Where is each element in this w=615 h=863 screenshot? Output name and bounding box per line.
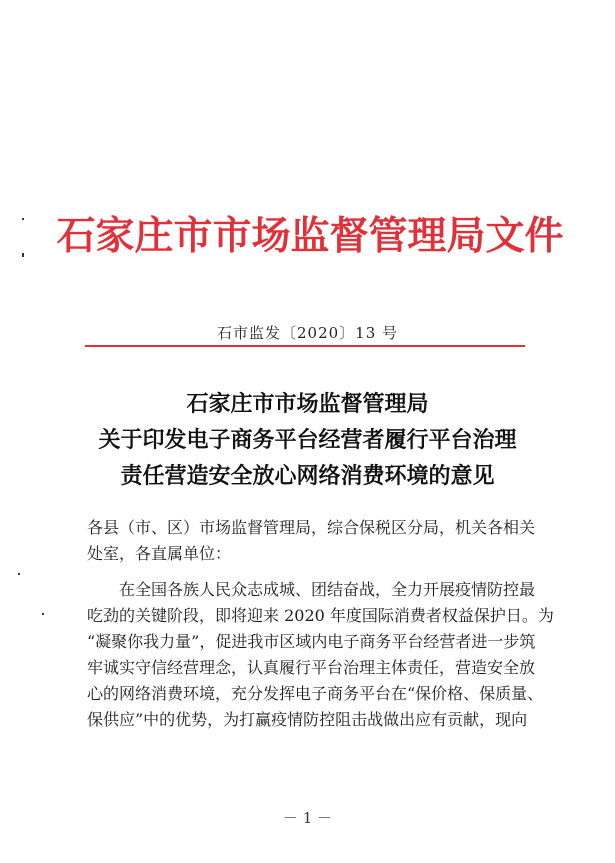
document-number: 石市监发〔2020〕13 号 xyxy=(216,324,399,342)
paragraph-line: 心的网络消费环境，充分发挥电子商务平台在“保价格、保质量、 xyxy=(87,684,544,703)
document-title-line-3: 责任营造安全放心网络消费环境的意见 xyxy=(120,463,495,489)
document-title-line-1: 石家庄市市场监督管理局 xyxy=(186,391,429,417)
addressee-line: 处室，各直属单位： xyxy=(87,544,232,563)
paragraph-line: 牢诚实守信经营理念，认真履行平台治理主体责任，营造安全放 xyxy=(87,658,536,677)
paragraph-line: 吃劲的关键阶段，即将迎来 2020 年度国际消费者权益保护日。为 xyxy=(87,606,554,625)
scan-mark xyxy=(42,613,44,615)
paragraph-line: 在全国各族人民众志成城、团结奋战，全力开展疫情防控最 xyxy=(119,580,536,599)
scan-mark xyxy=(22,218,24,220)
paragraph-line: 保供应”中的优势，为打赢疫情防控阻击战做出应有贡献，现向 xyxy=(87,710,528,729)
paragraph-line: “凝聚你我力量”，促进我市区域内电子商务平台经营者进一步筑 xyxy=(87,632,536,651)
addressee-block xyxy=(87,515,537,567)
document-title-line-2: 关于印发电子商务平台经营者履行平台治理 xyxy=(98,427,517,453)
issuer-title: 石家庄市市场监督管理局文件 xyxy=(56,214,564,259)
body-paragraph xyxy=(87,577,554,733)
red-divider-line xyxy=(85,345,525,347)
addressee-line: 各县（市、区）市场监督管理局，综合保税区分局，机关各相关 xyxy=(87,518,536,537)
scan-mark xyxy=(18,573,20,575)
page-number: － 1 － xyxy=(282,809,333,827)
scan-mark xyxy=(22,253,24,257)
